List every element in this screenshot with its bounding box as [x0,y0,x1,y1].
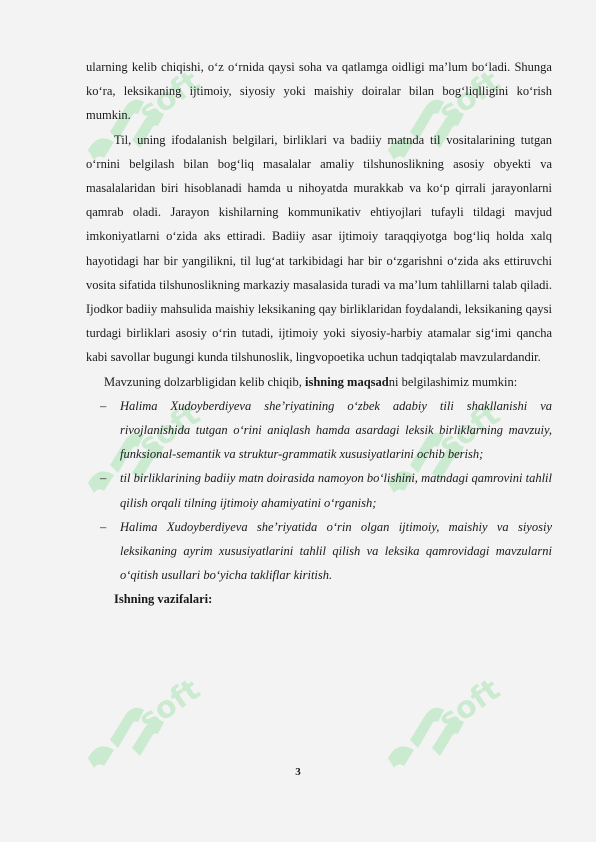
svg-text:soft: soft [432,64,507,131]
page-number: 3 [295,766,301,778]
bullet-dash: – [100,471,107,486]
list-item-text: til birliklarining badiiy matn doirasida namoyon bo‘lishini, matndagi qamrovini tahlil qilish orqali tilning ijtimoiy ahamiyatini o‘rganish; [120,471,552,510]
goal-list [86,394,552,588]
list-item-text: Halima Xudoyberdiyeva she’riyatining o‘zbek adabiy tili shakllanishi va rivojlanishida tutgan o‘rini aniqlash hamda asardagi leksik birliklarning mavzuiy, funksional-semantik va struktur-grammatik xususiyatlarini ochib berish; [120,398,552,462]
fs-soft-watermark-logo [70,670,220,800]
list-item [86,515,552,588]
goal-text-before: Mavzuning dolzarbligidan kelib chiqib, [104,374,305,389]
goal-bold-text: ishning maqsad [305,374,389,389]
section-heading: Ishning vazifalari: [114,592,213,607]
svg-text:soft: soft [132,397,207,464]
svg-text:soft: soft [432,397,507,464]
document-body [86,55,552,612]
list-item-text: Halima Xudoyberdiyeva she’riyatida o‘rin olgan ijtimoiy, maishiy va siyosiy leksikaning ayrim xususiyatlarini tahlil qilish va leksika qamrovidagi mavzularni o‘qitish usullari bo‘yicha takliflar kiritish. [120,519,552,583]
bullet-dash: – [100,398,107,413]
bullet-dash: – [100,519,107,534]
svg-text:soft: soft [432,672,507,739]
fs-soft-watermark-logo [370,670,520,800]
list-item [86,466,552,514]
paragraph-goal [86,370,552,394]
svg-text:soft: soft [132,64,207,131]
svg-text:soft: soft [132,672,207,739]
list-item [86,394,552,467]
paragraph-main: Til, uning ifodalanish belgilari, birliklari va badiiy matnda til vositalarining tutgan o‘rnini belgilash bilan bog‘liq masalalar amaliy tilshunoslikning asosiy obyekti va masalalaridan biri hisoblanadi hamda u nihoyatda murakkab va ko‘p qirrali jarayonlarni qamrab oladi. Jarayon kishilarning kommunikativ ehtiyojlari tufayli tildagi mavjud imkoniyatlarni o‘zida aks ettiradi. Badiiy asar ijtimoiy taraqqiyotga bog‘liq holda xalq hayotidagi har bir yangilikni, til lug‘at tarkibidagi har bir o‘zgarishni o‘zida aks ettiruvchi vosita sifatida tilshunoslikning markaziy masalasida turadi va ma’lum tahlillarni talab qiladi. Ijodkor badiiy mahsulida maishiy leksikaning qay birliklaridan foydalandi, leksikaning qaysi turdagi birliklari asosiy o‘rin tutadi, ijtimoiy yoki siyosiy-harbiy atamalar sig‘imi qancha kabi savollar bugungi kunda tilshunoslik, lingvopoetika uchun tadqiqtalab mavzulardandir. [86,132,552,365]
paragraph-intro: ularning kelib chiqishi, o‘z o‘rnida qaysi soha va qatlamga oidligi ma’lum bo‘ladi. Shunga ko‘ra, leksikaning ijtimoiy, siyosiy yoki maishiy doiralar bilan bog‘liqlligini ko‘rish mumkin. [86,60,552,123]
goal-text-after: ni belgilashimiz mumkin: [388,374,518,389]
